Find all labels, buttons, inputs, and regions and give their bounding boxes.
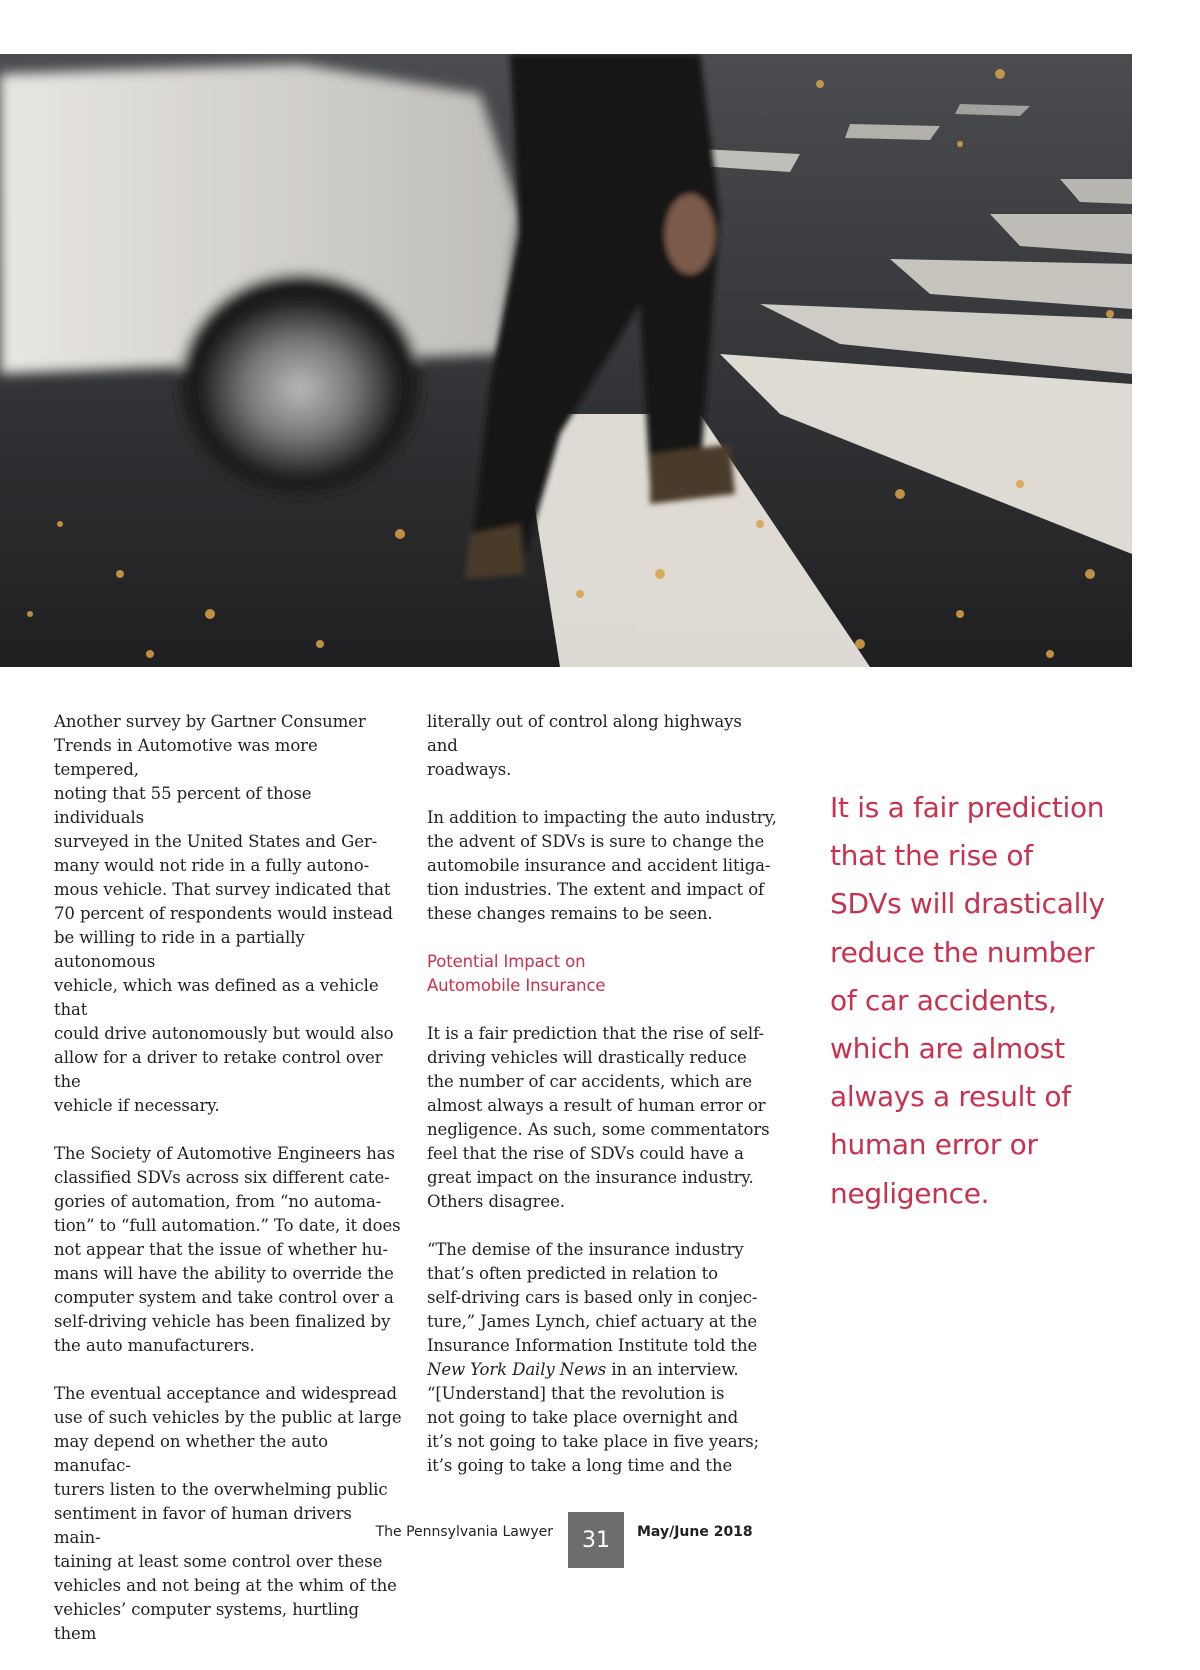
section-subheading: Potential Impact on Automobile Insurance [427,952,606,995]
pedestrian-crosswalk-car-photo [0,54,1132,667]
pull-quote: It is a fair prediction that the rise of SDVs will drastically reduce the number of car accidents, which are almost always a result of human error or negligence. [830,791,1105,1210]
issue-date: May/June 2018 [637,1524,753,1540]
publication-name: The Pennsylvania Lawyer [375,1524,553,1540]
paragraph: The eventual acceptance and widespread use of such vehicles by the public at large may depend on whether the auto manufac- turers listen to the overwhelming public sentiment in favor of human drivers main- taining at least some control over these vehicles and not being at the whim of the vehicles’ computer systems, hurtling them [54,1384,402,1643]
paragraph: It is a fair prediction that the rise of self- driving vehicles will drastically reduce the number of car accidents, which are almost always a result of human error or negligence. As such, some commentators feel that the rise of SDVs could have a great impact on the insurance industry. Others disagree. [427,1024,770,1211]
paragraph: The Society of Automotive Engineers has classified SDVs across six different cate- gories of automation, from “no automa- tion” to “full automation.” To date, it does not appear that the issue of whether hu- mans will have the ability to override the computer system and take control over a self-driving vehicle has been finalized by the auto manufacturers. [54,1144,401,1355]
page-footer [0,1512,1200,1568]
paragraph: literally out of control along highways and roadways. [427,712,742,779]
quote-text: “The demise of the insurance industry that’s often predicted in relation to self-driving cars is based only in conjec- ture,” James Lynch, chief actuary at the Insurance Information Institute told the [427,1240,758,1355]
publication-title: New York Daily News [427,1360,607,1379]
body-column-2 [427,710,777,1502]
page-number: 31 [568,1512,624,1568]
hero-photo [0,54,1132,667]
quote-text: in an interview. “[Understand] that the revolution is not going to take place overnight and it’s not going to take place in five years; it’s going to take a long time and the [427,1360,760,1475]
paragraph: In addition to impacting the auto industry, the advent of SDVs is sure to change the automobile insurance and accident litiga- tion industries. The extent and impact of these changes remains to be seen. [427,808,777,923]
paragraph: Another survey by Gartner Consumer Trends in Automotive was more tempered, noting that 55 percent of those individuals surveyed in the United States and Ger- many would not ride in a fully autono- mous vehicle. That survey indicated that 70 percent of respondents would instead be willing to ride in a partially autonomous vehicle, which was defined as a vehicle that could drive autonomously but would also allow for a driver to retake control over the vehicle if necessary. [54,712,394,1115]
paragraph-quote [427,1238,777,1478]
